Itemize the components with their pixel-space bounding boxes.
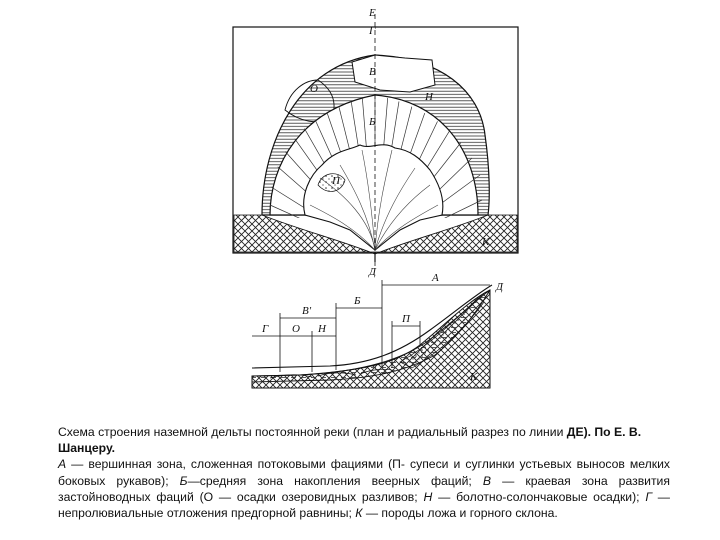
section-label-b: Б bbox=[354, 295, 361, 307]
section-label-a: А bbox=[432, 272, 439, 284]
section-label-h: Н bbox=[318, 323, 326, 335]
legend-key: К bbox=[355, 506, 363, 521]
caption-title-bold: ДЕ). По Е. В. Шанцеру. bbox=[58, 425, 642, 456]
label-zone-p: П bbox=[332, 175, 340, 187]
legend-key: В bbox=[482, 473, 491, 488]
section-label-k: К bbox=[470, 371, 478, 383]
figure-caption bbox=[58, 424, 670, 521]
caption-title-plain: Схема строения наземной дельты постоянной реки (план и радиальный разрез по линии bbox=[58, 425, 567, 439]
section-label-o: О bbox=[292, 323, 300, 335]
legend-key: Б bbox=[179, 473, 188, 488]
plan-view bbox=[233, 14, 518, 266]
section-label-p: П bbox=[402, 313, 410, 325]
legend-key: А bbox=[58, 457, 67, 472]
label-e: Е bbox=[369, 7, 376, 19]
label-g-top: Г bbox=[369, 25, 376, 37]
label-zone-k: К bbox=[482, 236, 490, 248]
section-label-g: Г bbox=[262, 323, 269, 335]
legend-text: — вершинная зона, сложенная потоковыми фациями (П- супеси и суглинки устьевых выносов мелких боковых рукавов); bbox=[58, 457, 670, 488]
legend-text: — породы ложа и горного склона. bbox=[362, 506, 558, 521]
label-d-bottom: Д bbox=[369, 266, 376, 278]
caption-legend bbox=[58, 456, 670, 521]
legend-text: —средняя зона накопления веерных фаций; bbox=[187, 473, 483, 488]
legend-text: — непролювиальные отложения предгорной равнины; bbox=[58, 489, 670, 521]
label-zone-h: Н bbox=[425, 91, 433, 103]
section-label-d: Д bbox=[496, 281, 503, 293]
legend-key: Г bbox=[645, 489, 652, 504]
legend-key: Н bbox=[423, 489, 433, 504]
caption-title bbox=[58, 424, 670, 456]
label-zone-o: О bbox=[310, 83, 318, 95]
label-zone-v: В bbox=[369, 66, 376, 78]
legend-text: — болотно-солончаковые осадки); bbox=[432, 489, 646, 504]
section-view bbox=[252, 280, 492, 388]
section-label-v: В' bbox=[302, 305, 312, 317]
legend-text: — краевая зона развития застойноводных фаций (О — осадки озеровидных разливов; bbox=[58, 473, 670, 504]
label-zone-b: Б bbox=[369, 116, 376, 128]
